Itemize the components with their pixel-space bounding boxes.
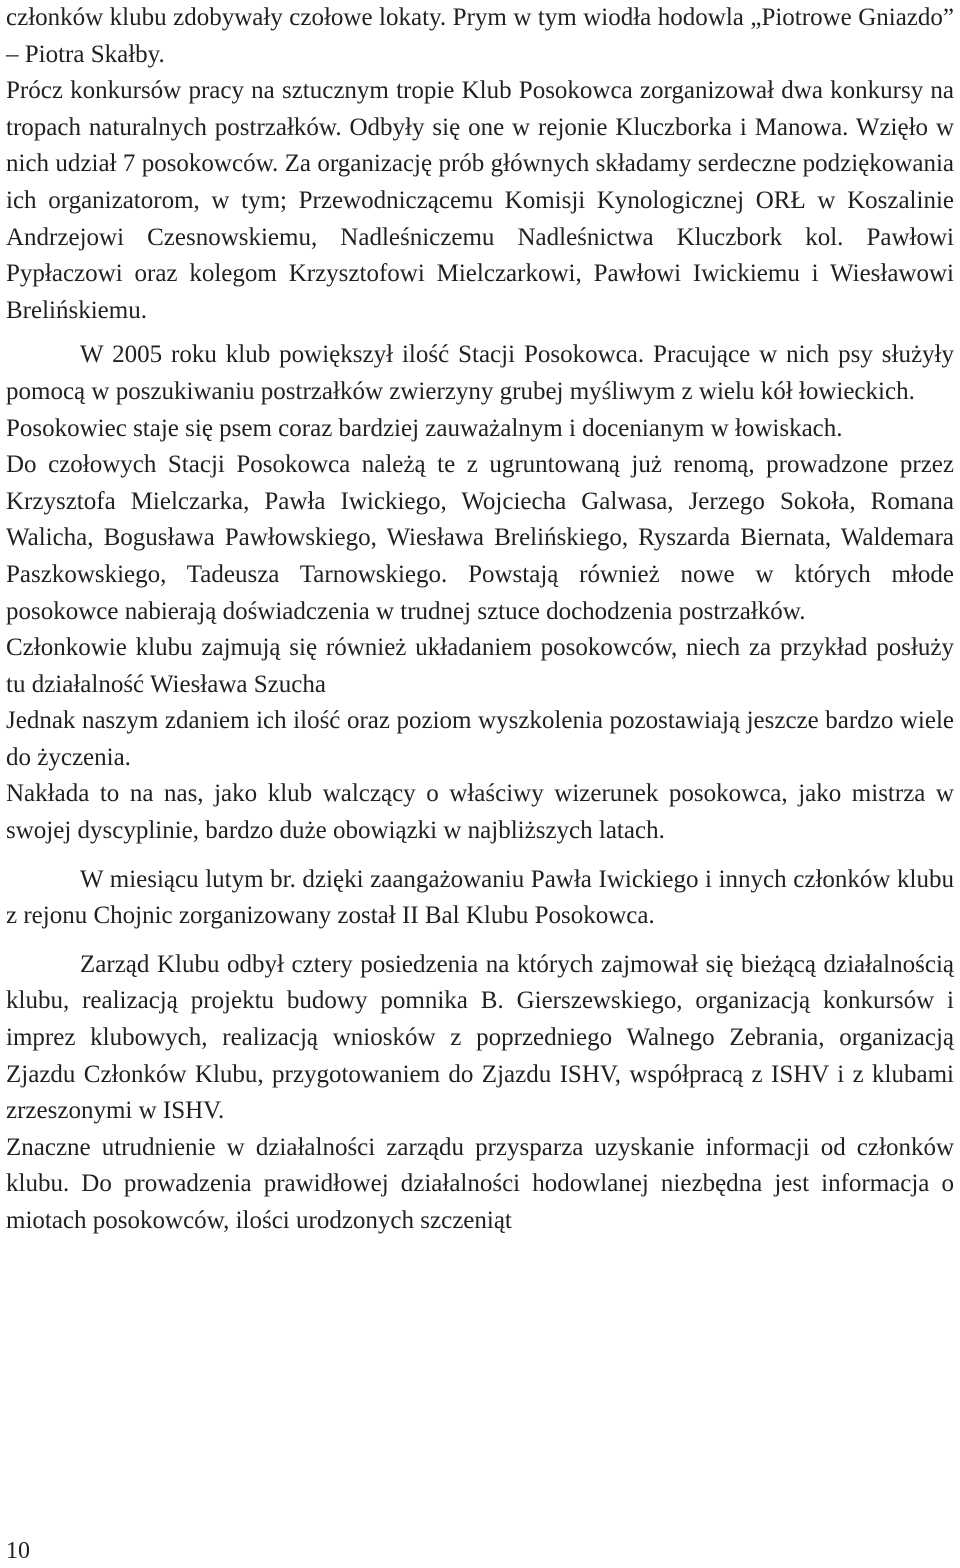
paragraph-4: Posokowiec staje się psem coraz bardziej zauważalnym i docenianym w łowiskach. (6, 414, 843, 442)
paragraph-2: Prócz konkursów pracy na sztucznym tropie Klub Posokowca zorganizował dwa konkursy na tropach naturalnych postrzałków. Odbyły się one w rejonie Kluczborka i Manowa. Wzięło w nich udział 7 posokowców. Za organizację prób głównych składamy serdeczne podziękowania ich organizatorom, w tym; Przewodniczącemu Komisji Kynologicznej ORŁ w Koszalinie Andrzejowi Czesnowskiemu, Nadleśniczemu Nadleśnictwa Kluczbork kol. Pawłowi Pypłaczowi oraz kolegom Krzysztofowi Mielczarkowi, Pawłowi Iwickiemu i Wiesławowi Brelińskiemu. (6, 77, 954, 324)
page-number: 10 (6, 1538, 30, 1564)
paragraph-5: Do czołowych Stacji Posokowca należą te z ugruntowaną już renomą, prowadzone przez Krzysztofa Mielczarka, Pawła Iwickiego, Wojciecha Galwasa, Jerzego Sokoła, Romana Walicha, Bogusława Pawłowskiego, Wiesława Brelińskiego, Ryszarda Biernata, Waldemara Paszkowskiego, Tadeusza Tarnowskiego. Powstają również nowe w których młode posokowce nabierają doświadczenia w trudnej sztuce dochodzenia postrzałków. (6, 451, 954, 625)
paragraph-10: Zarząd Klubu odbył cztery posiedzenia na których zajmował się bieżącą działalnością klubu, realizacją projektu budowy pomnika B. Gierszewskiego, organizacją konkursów i imprez klubowych, realizacją wniosków z poprzedniego Walnego Zebrania, organizacją Zjazdu Członków Klubu, przygotowaniem do Zjazdu ISHV, współpracą z ISHV i z klubami zrzeszonymi w ISHV. (6, 950, 954, 1125)
document-page (6, 0, 954, 1240)
paragraph-1: członków klubu zdobywały czołowe lokaty. Prym w tym wiodła hodowla „Piotrowe Gniazdo” – Piotra Skałby. (6, 4, 954, 68)
paragraph-9: W miesiącu lutym br. dzięki zaangażowaniu Pawła Iwickiego i innych członków klubu z rejonu Chojnic zorganizowany został II Bal Klubu Posokowca. (6, 865, 954, 930)
paragraph-6: Członkowie klubu zajmują się również układaniem posokowców, niech za przykład posłuży tu działalność Wiesława Szucha (6, 634, 954, 698)
paragraph-7: Jednak naszym zdaniem ich ilość oraz poziom wyszkolenia pozostawiają jeszcze bardzo wiele do życzenia. (6, 707, 954, 771)
paragraph-11: Znaczne utrudnienie w działalności zarządu przysparza uzyskanie informacji od członków klubu. Do prowadzenia prawidłowej działalności hodowlanej niezbędna jest informacja o miotach posokowców, ilości urodzonych szczeniąt (6, 1133, 954, 1234)
paragraph-8: Nakłada to na nas, jako klub walczący o właściwy wizerunek posokowca, jako mistrza w swojej dyscyplinie, bardzo duże obowiązki w najbliższych latach. (6, 780, 954, 845)
paragraph-3: W 2005 roku klub powiększył ilość Stacji Posokowca. Pracujące w nich psy służyły pomocą w poszukiwaniu postrzałków zwierzyny grubej myśliwym z wielu kół łowieckich. (6, 341, 954, 405)
